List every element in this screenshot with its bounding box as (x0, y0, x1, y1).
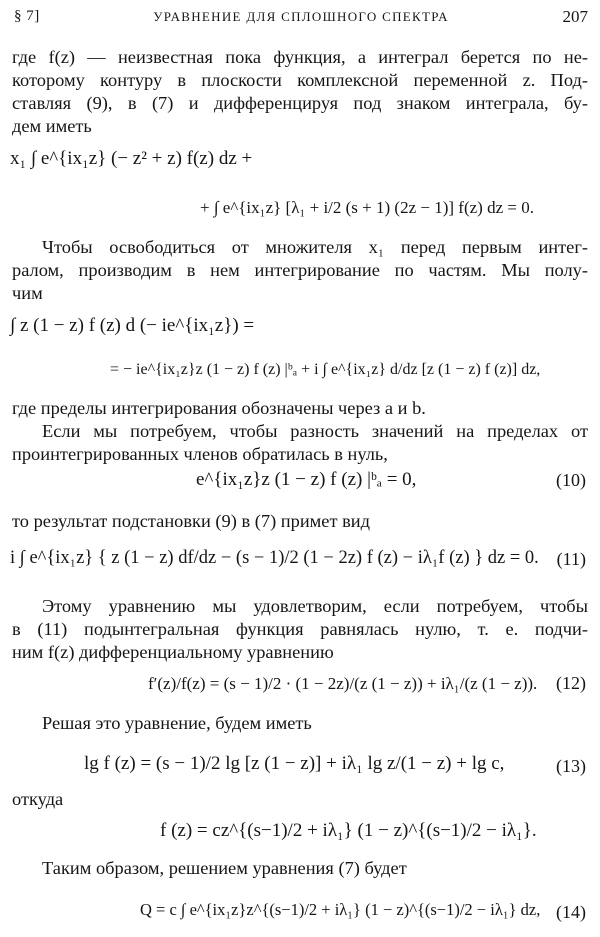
text-line: дем иметь (12, 116, 92, 136)
text-line: ставляя (9), в (7) и дифференцируя под знаком интеграла, бу- (12, 93, 588, 113)
text-line: проинтегрированных членов обратилась в нуль, (12, 444, 388, 464)
equation-14: Q = c ∫ e^{ix₁z}z^{(s−1)/2 + iλ₁} (1 − z)^{(s−1)/2 − iλ₁} dz, (140, 900, 541, 919)
running-header (14, 6, 588, 30)
text-line: ралом, производим в нем интегрирование по частям. Мы полу- (12, 260, 588, 280)
equation-b-line2: = − ie^{ix₁z}z (1 − z) f (z) |ᵇₐ + i ∫ e^{ix₁z} d/dz [z (1 − z) f (z)] dz, (110, 361, 541, 378)
paragraph-3 (12, 397, 588, 420)
equation-a-line2: + ∫ e^{ix₁z} [λ₁ + i/2 (s + 1) (2z − 1)] f(z) dz = 0. (200, 198, 534, 217)
equation-13: lg f (z) = (s − 1)/2 lg [z (1 − z)] + iλ₁ lg z/(1 − z) + lg c, (84, 753, 505, 774)
text-line: которому контуру в плоскости комплексной переменной z. Под- (12, 70, 588, 90)
text-line: Если мы потребуем, чтобы разность значений на пределах от (42, 421, 588, 441)
equation-b-line1: ∫ z (1 − z) f (z) d (− ie^{ix₁z}) = (10, 315, 255, 336)
text-line: где f(z) — неизвестная пока функция, а интеграл берется по не- (12, 47, 588, 67)
text-line: Решая это уравнение, будем иметь (42, 713, 312, 733)
text-line: в (11) подынтегральная функция равнялась нулю, т. е. подчи- (12, 619, 588, 639)
equation-13b: f (z) = cz^{(s−1)/2 + iλ₁} (1 − z)^{(s−1)/2 − iλ₁}. (160, 820, 537, 841)
paragraph-8 (12, 788, 588, 811)
paragraph-9 (12, 857, 588, 880)
chapter-title: УРАВНЕНИЕ ДЛЯ СПЛОШНОГО СПЕКТРА (153, 9, 449, 24)
equation-12: f′(z)/f(z) = (s − 1)/2 · (1 − 2z)/(z (1 − z)) + iλ₁/(z (1 − z)). (148, 674, 538, 693)
text-line: Чтобы освободиться от множителя x₁ перед первым интег- (42, 237, 588, 257)
paragraph-4 (12, 420, 588, 466)
text-line: чим (12, 283, 43, 303)
text-line: ним f(z) дифференциальному уравнению (12, 642, 334, 662)
text-line: Этому уравнению мы удовлетворим, если потребуем, чтобы (42, 596, 588, 616)
section-mark: § 7] (14, 8, 40, 24)
paragraph-6 (12, 595, 588, 664)
equation-number-10: (10) (556, 470, 586, 490)
text-line: Таким образом, решением уравнения (7) будет (42, 858, 407, 878)
equation-number-11: (11) (556, 549, 586, 569)
equation-11: i ∫ e^{ix₁z} { z (1 − z) df/dz − (s − 1)/2 (1 − 2z) f (z) − iλ₁f (z) } dz = 0. (10, 548, 539, 568)
paragraph-5 (12, 510, 588, 533)
paragraph-2 (12, 236, 588, 305)
equation-10: e^{ix₁z}z (1 − z) f (z) |ᵇₐ = 0, (196, 469, 417, 490)
paragraph-7 (12, 712, 588, 735)
page-number: 207 (562, 7, 588, 26)
text-line: откуда (12, 789, 64, 809)
equation-number-13: (13) (556, 756, 586, 776)
text-line: где пределы интегрирования обозначены через a и b. (12, 398, 426, 418)
text-line: то результат подстановки (9) в (7) примет вид (12, 511, 370, 531)
equation-number-14: (14) (556, 902, 586, 922)
equation-number-12: (12) (556, 673, 586, 693)
paragraph-1 (12, 46, 588, 138)
equation-a-line1: x₁ ∫ e^{ix₁z} (− z² + z) f(z) dz + (10, 148, 253, 169)
